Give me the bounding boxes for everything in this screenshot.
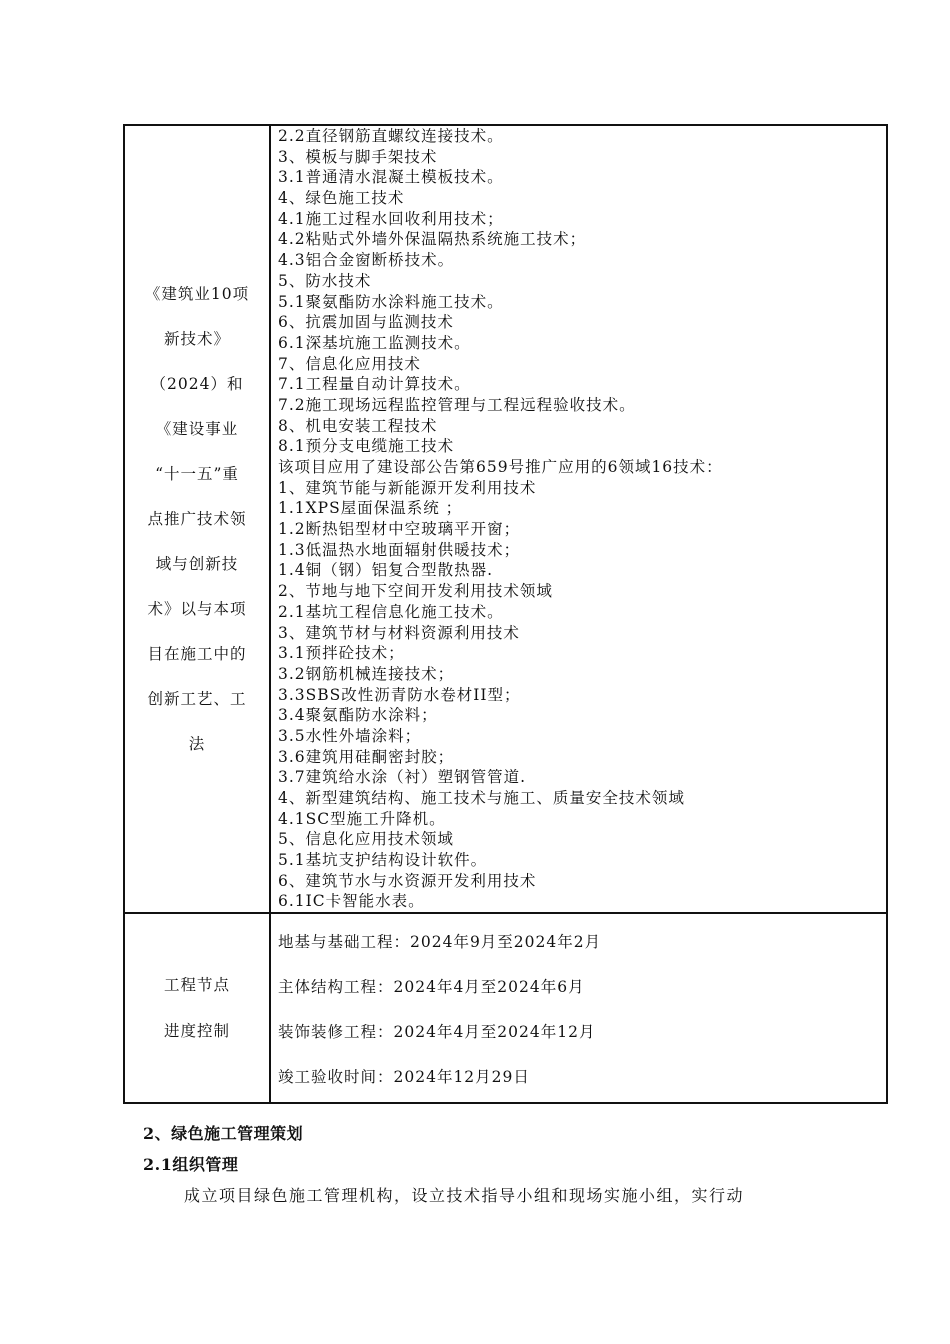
tech-item: 1.4铜（钢）铝复合型散热器. [278, 561, 494, 580]
label-line: 法 [188, 734, 206, 753]
tech-item: 6.1深基坑施工监测技术。 [278, 333, 471, 352]
tech-item: 6、建筑节水与水资源开发利用技术 [278, 871, 537, 890]
tech-item: 1.3低温热水地面辐射供暖技术； [278, 540, 521, 559]
tech-list [278, 126, 886, 912]
tech-item: 2.2直径钢筋直螺纹连接技术。 [278, 127, 504, 145]
project-info-table [123, 124, 888, 1104]
tech-item: 3、模板与脚手架技术 [278, 147, 438, 166]
tech-item: 1.1XPS屋面保温系统 ； [278, 499, 463, 518]
schedule-item: 装饰装修工程：2024年4月至2024年12月 [278, 1023, 596, 1042]
label-line: 《建筑业10项 [144, 284, 250, 303]
tech-item: 8、机电安装工程技术 [278, 416, 438, 435]
tech-item: 4.1施工过程水回收利用技术； [278, 209, 504, 228]
tech-item: 3.1预拌砼技术； [278, 644, 405, 663]
tech-item: 5、防水技术 [278, 271, 372, 290]
tech-item: 6、抗震加固与监测技术 [278, 313, 454, 332]
tech-item: 3.1普通清水混凝土模板技术。 [278, 168, 504, 187]
schedule-item: 主体结构工程：2024年4月至2024年6月 [278, 978, 585, 997]
section-paragraph: 成立项目绿色施工管理机构，设立技术指导小组和现场实施小组，实行动 [184, 1186, 745, 1205]
label-line: 域与创新技 [155, 554, 239, 573]
tech-item: 该项目应用了建设部公告第659号推广应用的6领域16技术： [278, 458, 723, 476]
tech-item: 2.1基坑工程信息化施工技术。 [278, 602, 504, 621]
label-line: 创新工艺、工 [147, 689, 247, 708]
label-line: 进度控制 [163, 1022, 230, 1041]
tech-item: 3、建筑节材与材料资源利用技术 [278, 623, 520, 642]
tech-item: 1.2断热铝型材中空玻璃平开窗； [278, 520, 521, 539]
tech-content-cell [270, 125, 887, 913]
tech-item: 4、绿色施工技术 [278, 189, 405, 208]
tech-item: 3.6建筑用硅酮密封胶； [278, 747, 455, 766]
label-line: 点推广技术领 [147, 509, 247, 528]
tech-item: 7.2施工现场远程监控管理与工程远程验收技术。 [278, 395, 636, 414]
tech-item: 4.2粘贴式外墙外保温隔热系统施工技术； [278, 230, 587, 249]
tech-item: 3.2钢筋机械连接技术； [278, 664, 455, 683]
label-line: 工程节点 [163, 976, 230, 995]
schedule-row [124, 913, 887, 1103]
tech-item: 5、信息化应用技术领域 [278, 830, 454, 849]
tech-item: 3.4聚氨酯防水涂料； [278, 706, 438, 725]
label-line: （2024）和 [150, 374, 244, 393]
tech-item: 6.1IC卡智能水表。 [278, 892, 425, 911]
tech-item: 5.1基坑支护结构设计软件。 [278, 851, 488, 870]
section-subheading: 2.1组织管理 [143, 1155, 239, 1174]
label-line: 目在施工中的 [147, 644, 247, 663]
schedule-list [278, 914, 886, 1102]
tech-item: 2、节地与地下空间开发利用技术领域 [278, 582, 553, 601]
schedule-item: 竣工验收时间：2024年12月29日 [278, 1068, 530, 1087]
tech-label [125, 272, 269, 767]
tech-item: 4.3铝合金窗断桥技术。 [278, 251, 455, 270]
tech-row [124, 125, 887, 913]
tech-item: 3.7建筑给水涂（衬）塑钢管管道. [278, 768, 527, 787]
tech-item: 7.1工程量自动计算技术。 [278, 375, 471, 394]
schedule-content-cell [270, 913, 887, 1103]
label-line: 新技术》 [163, 329, 230, 348]
label-line: 《建设事业 [155, 419, 239, 438]
schedule-item: 地基与基础工程：2024年9月至2024年2月 [278, 933, 602, 952]
tech-item: 5.1聚氨酯防水涂料施工技术。 [278, 292, 504, 311]
tech-item: 1、建筑节能与新能源开发利用技术 [278, 478, 537, 497]
label-line: 术》以与本项 [147, 599, 247, 618]
tech-item: 3.3SBS改性沥青防水卷材II型； [278, 685, 521, 704]
tech-item: 7、信息化应用技术 [278, 354, 421, 373]
tech-item: 4、新型建筑结构、施工技术与施工、质量安全技术领域 [278, 789, 685, 807]
tech-item: 8.1预分支电缆施工技术 [278, 437, 455, 456]
tech-item: 4.1SC型施工升降机。 [278, 809, 446, 828]
tech-item: 3.5水性外墙涂料； [278, 726, 422, 745]
section-heading: 2、绿色施工管理策划 [143, 1124, 304, 1143]
tech-label-cell [124, 125, 270, 913]
schedule-label-cell [124, 913, 270, 1103]
schedule-label [125, 962, 269, 1054]
label-line: “十一五”重 [155, 464, 239, 483]
